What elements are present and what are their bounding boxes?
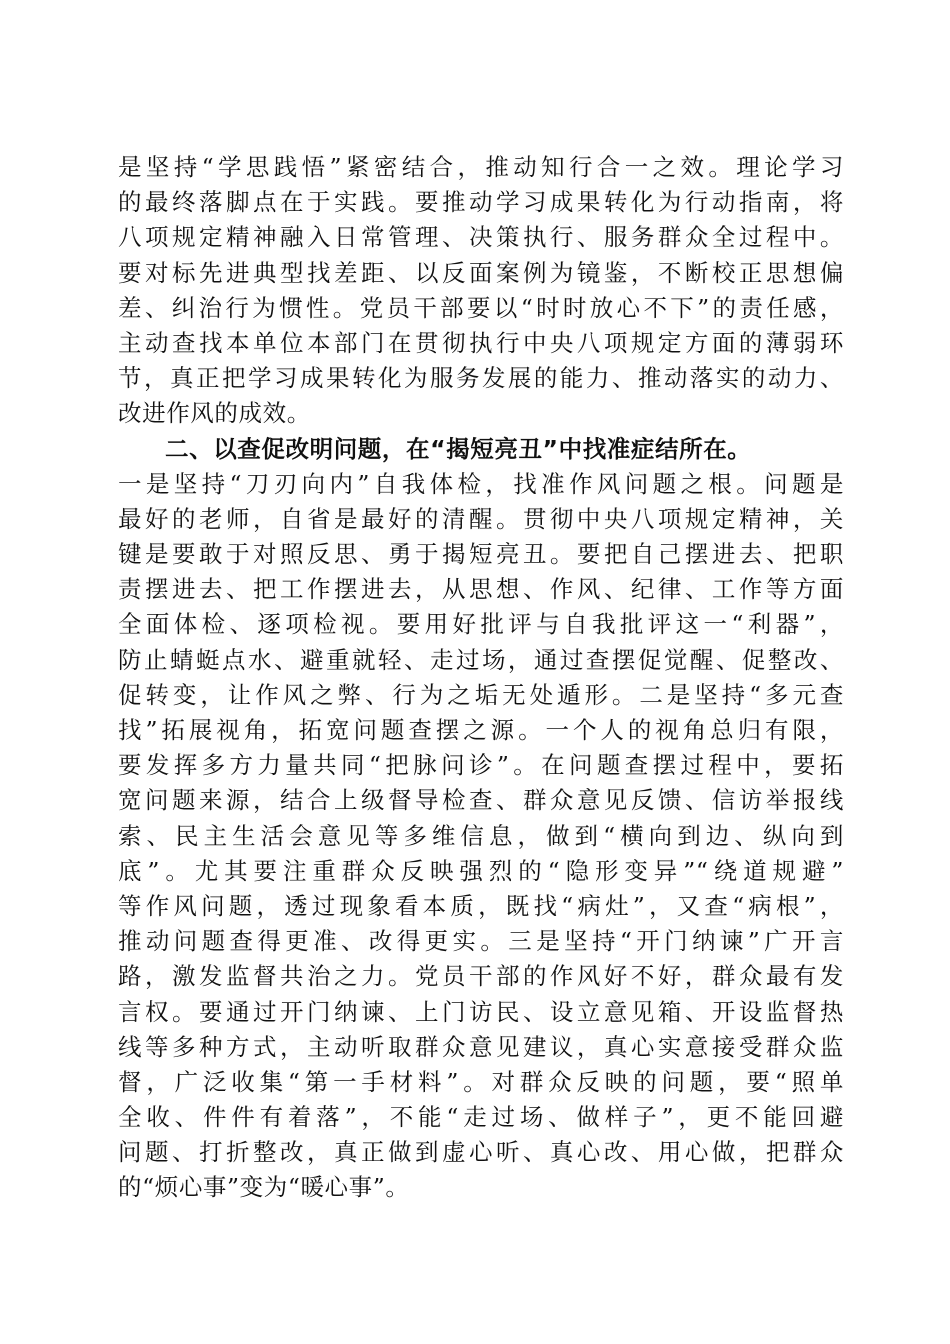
text-line: 改进作风的成效。 <box>118 399 311 428</box>
text-line: 一是坚持“刀刃向内”自我体检，找准作风问题之根。问题是 <box>118 469 844 498</box>
text-line: 要对标先进典型找差距、以反面案例为镜鉴，不断校正思想偏 <box>118 258 844 287</box>
text-line: 底”。尤其要注重群众反映强烈的“隐形变异”“绕道规避” <box>118 856 844 885</box>
text-line: 推动问题查得更准、改得更实。三是坚持“开门纳谏”广开言 <box>118 927 844 956</box>
text-line: 宽问题来源，结合上级督导检查、群众意见反馈、信访举报线 <box>118 786 844 815</box>
text-line: 差、纠治行为惯性。党员干部要以“时时放心不下”的责任感， <box>118 293 844 322</box>
text-line: 索、民主生活会意见等多维信息，做到“横向到边、纵向到 <box>118 821 844 850</box>
text-line: 全面体检、逐项检视。要用好批评与自我批评这一“利器”， <box>118 610 844 639</box>
text-line: 言权。要通过开门纳谏、上门访民、设立意见箱、开设监督热 <box>118 997 844 1026</box>
text-line: 督，广泛收集“第一手材料”。对群众反映的问题，要“照单 <box>118 1067 844 1096</box>
text-line: 路，激发监督共治之力。党员干部的作风好不好，群众最有发 <box>118 962 844 991</box>
text-line: 是坚持“学思践悟”紧密结合，推动知行合一之效。理论学习 <box>118 153 844 181</box>
text-line: 等作风问题，透过现象看本质，既找“病灶”，又查“病根”， <box>118 891 844 920</box>
document-page <box>118 150 844 1206</box>
text-line: 找”拓展视角，拓宽问题查摆之源。一个人的视角总归有限， <box>118 716 844 744</box>
paragraph-2 <box>118 467 844 1206</box>
text-line: 防止蜻蜓点水、避重就轻、走过场，通过查摆促觉醒、促整改、 <box>118 645 844 674</box>
text-line: 的最终落脚点在于实践。要推动学习成果转化为行动指南，将 <box>118 188 844 217</box>
text-line: 要发挥多方力量共同“把脉问诊”。在问题查摆过程中，要拓 <box>118 751 844 780</box>
text-line: 的“烦心事”变为“暖心事”。 <box>118 1173 410 1202</box>
text-line: 责摆进去、把工作摆进去，从思想、作风、纪律、工作等方面 <box>118 575 844 604</box>
text-line: 最好的老师，自省是最好的清醒。贯彻中央八项规定精神，关 <box>118 504 844 533</box>
paragraph-1 <box>118 150 844 432</box>
text-line: 问题、打折整改，真正做到虚心听、真心改、用心做，把群众 <box>118 1138 844 1167</box>
text-line: 主动查找本单位本部门在贯彻执行中央八项规定方面的薄弱环 <box>118 328 844 357</box>
text-line: 促转变，让作风之弊、行为之垢无处遁形。二是坚持“多元查 <box>118 680 844 709</box>
section-heading-2: 二、以查促改明问题，在“揭短亮丑”中找准症结所在。 <box>165 434 752 463</box>
text-line: 八项规定精神融入日常管理、决策执行、服务群众全过程中。 <box>118 223 844 252</box>
text-line: 线等多种方式，主动听取群众意见建议，真心实意接受群众监 <box>118 1032 844 1061</box>
text-line: 节，真正把学习成果转化为服务发展的能力、推动落实的动力、 <box>118 364 844 393</box>
text-line: 全收、件件有着落”，不能“走过场、做样子”，更不能回避 <box>118 1103 844 1132</box>
text-line: 键是要敢于对照反思、勇于揭短亮丑。要把自己摆进去、把职 <box>118 540 844 569</box>
